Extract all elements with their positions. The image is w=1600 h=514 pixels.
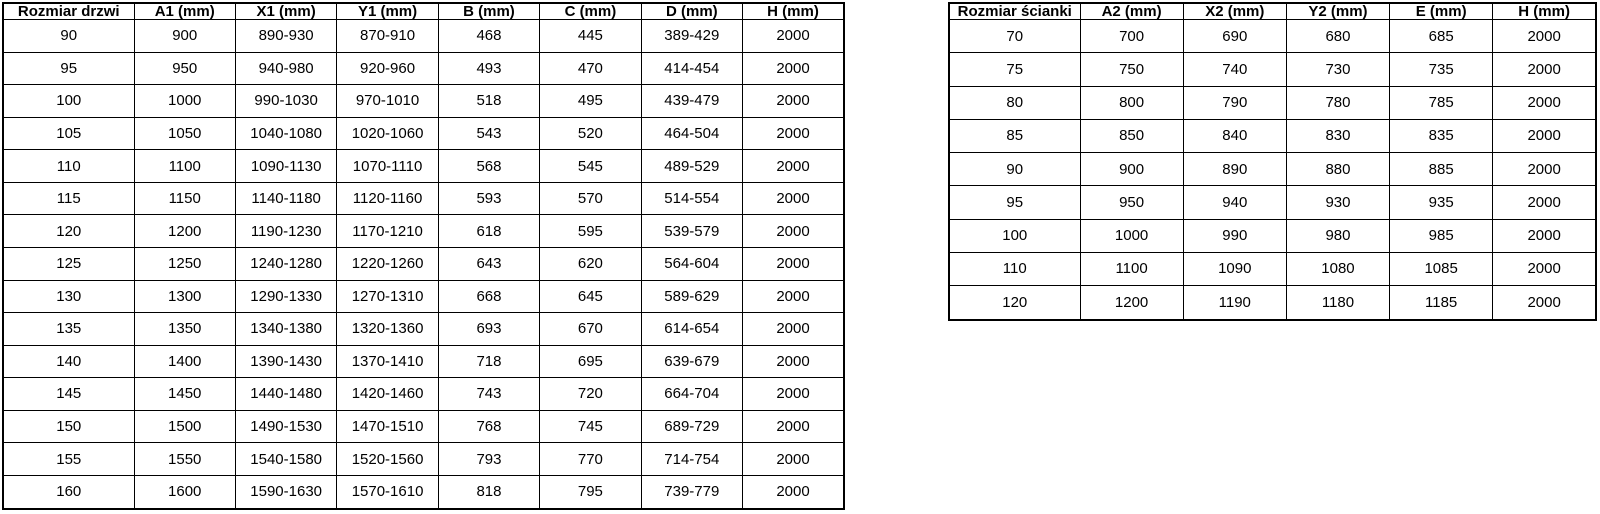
table-row [3, 150, 844, 183]
table-cell: 1340-1380 [235, 313, 336, 346]
table-cell: 2000 [743, 475, 844, 509]
table-cell: 730 [1286, 53, 1389, 86]
table-cell: 105 [3, 117, 134, 150]
table-cell: 493 [438, 52, 539, 85]
table-row [3, 345, 844, 378]
table-cell: 1090 [1183, 252, 1286, 285]
table-cell: 90 [3, 20, 134, 53]
table-cell: 690 [1183, 20, 1286, 53]
table-cell: 750 [1080, 53, 1183, 86]
table-cell: 1120-1160 [337, 182, 438, 215]
table-cell: 614-654 [641, 313, 742, 346]
table-cell: 90 [949, 153, 1080, 186]
table-row [3, 20, 844, 53]
table-cell: 695 [540, 345, 641, 378]
table-cell: 1000 [134, 85, 235, 118]
table-row [949, 286, 1596, 320]
table-row [3, 313, 844, 346]
table-cell: 1000 [1080, 219, 1183, 252]
column-header: H (mm) [1493, 3, 1596, 20]
table-cell: 464-504 [641, 117, 742, 150]
table-cell: 1290-1330 [235, 280, 336, 313]
table-cell: 2000 [743, 410, 844, 443]
table-cell: 1570-1610 [337, 475, 438, 509]
table-cell: 940 [1183, 186, 1286, 219]
table-cell: 1190 [1183, 286, 1286, 320]
table-cell: 680 [1286, 20, 1389, 53]
table-cell: 818 [438, 475, 539, 509]
table-cell: 793 [438, 443, 539, 476]
table-cell: 735 [1390, 53, 1493, 86]
table-cell: 120 [949, 286, 1080, 320]
table-cell: 95 [949, 186, 1080, 219]
table-cell: 110 [949, 252, 1080, 285]
table-cell: 950 [1080, 186, 1183, 219]
table-cell: 980 [1286, 219, 1389, 252]
table-cell: 800 [1080, 86, 1183, 119]
table-cell: 670 [540, 313, 641, 346]
table-cell: 130 [3, 280, 134, 313]
table-cell: 880 [1286, 153, 1389, 186]
table-cell: 95 [3, 52, 134, 85]
table-cell: 1550 [134, 443, 235, 476]
table-cell: 1300 [134, 280, 235, 313]
table-cell: 1070-1110 [337, 150, 438, 183]
column-header: Y1 (mm) [337, 3, 438, 20]
table-cell: 970-1010 [337, 85, 438, 118]
table-cell: 2000 [743, 117, 844, 150]
table-row [949, 20, 1596, 53]
table-cell: 1520-1560 [337, 443, 438, 476]
table-cell: 850 [1080, 119, 1183, 152]
table-cell: 518 [438, 85, 539, 118]
table-cell: 1250 [134, 247, 235, 280]
table-cell: 1270-1310 [337, 280, 438, 313]
table-cell: 835 [1390, 119, 1493, 152]
table-cell: 160 [3, 475, 134, 509]
table-cell: 1200 [134, 215, 235, 248]
table-cell: 935 [1390, 186, 1493, 219]
table-cell: 1050 [134, 117, 235, 150]
table-cell: 900 [134, 20, 235, 53]
table-cell: 125 [3, 247, 134, 280]
table-cell: 790 [1183, 86, 1286, 119]
table-cell: 1170-1210 [337, 215, 438, 248]
table-row [949, 219, 1596, 252]
column-header: Y2 (mm) [1286, 3, 1389, 20]
table-cell: 568 [438, 150, 539, 183]
table-cell: 1320-1360 [337, 313, 438, 346]
column-header: D (mm) [641, 3, 742, 20]
table-cell: 1190-1230 [235, 215, 336, 248]
table-cell: 2000 [743, 247, 844, 280]
table-cell: 1450 [134, 378, 235, 411]
table-cell: 1390-1430 [235, 345, 336, 378]
table-cell: 1185 [1390, 286, 1493, 320]
column-header: X2 (mm) [1183, 3, 1286, 20]
table-cell: 639-679 [641, 345, 742, 378]
table-cell: 740 [1183, 53, 1286, 86]
table-cell: 693 [438, 313, 539, 346]
table-cell: 514-554 [641, 182, 742, 215]
table-cell: 1090-1130 [235, 150, 336, 183]
table-cell: 2000 [1493, 252, 1596, 285]
table-row [3, 410, 844, 443]
table-row [949, 153, 1596, 186]
table-cell: 439-479 [641, 85, 742, 118]
table-cell: 1240-1280 [235, 247, 336, 280]
table-cell: 1100 [1080, 252, 1183, 285]
table-cell: 745 [540, 410, 641, 443]
header-row [949, 3, 1596, 20]
table-cell: 870-910 [337, 20, 438, 53]
table-row [3, 247, 844, 280]
table-cell: 135 [3, 313, 134, 346]
column-header: H (mm) [743, 3, 844, 20]
table-row [949, 186, 1596, 219]
table-row [3, 52, 844, 85]
table-cell: 2000 [1493, 153, 1596, 186]
table-cell: 689-729 [641, 410, 742, 443]
column-header: Rozmiar drzwi [3, 3, 134, 20]
table-cell: 570 [540, 182, 641, 215]
table-row [949, 119, 1596, 152]
table-cell: 414-454 [641, 52, 742, 85]
table-cell: 785 [1390, 86, 1493, 119]
table-cell: 520 [540, 117, 641, 150]
table-cell: 1140-1180 [235, 182, 336, 215]
table-cell: 1490-1530 [235, 410, 336, 443]
table-cell: 2000 [743, 345, 844, 378]
table-cell: 545 [540, 150, 641, 183]
table-cell: 470 [540, 52, 641, 85]
table-cell: 70 [949, 20, 1080, 53]
column-header: A2 (mm) [1080, 3, 1183, 20]
table-cell: 768 [438, 410, 539, 443]
table-cell: 770 [540, 443, 641, 476]
table-cell: 1220-1260 [337, 247, 438, 280]
table-row [3, 443, 844, 476]
table-cell: 2000 [743, 313, 844, 346]
door-sizes-table [2, 2, 845, 510]
table-cell: 1085 [1390, 252, 1493, 285]
table-cell: 645 [540, 280, 641, 313]
table-cell: 1200 [1080, 286, 1183, 320]
table-cell: 1370-1410 [337, 345, 438, 378]
table-cell: 155 [3, 443, 134, 476]
table-cell: 1470-1510 [337, 410, 438, 443]
table-cell: 620 [540, 247, 641, 280]
wall-sizes-table [948, 2, 1597, 321]
table-cell: 890 [1183, 153, 1286, 186]
table-cell: 1540-1580 [235, 443, 336, 476]
table-cell: 1590-1630 [235, 475, 336, 509]
table-cell: 668 [438, 280, 539, 313]
column-header: Rozmiar ścianki [949, 3, 1080, 20]
table-cell: 2000 [743, 150, 844, 183]
table-cell: 2000 [743, 378, 844, 411]
table-cell: 990 [1183, 219, 1286, 252]
table-cell: 2000 [743, 443, 844, 476]
table-cell: 445 [540, 20, 641, 53]
table-cell: 618 [438, 215, 539, 248]
table-cell: 685 [1390, 20, 1493, 53]
table-cell: 2000 [743, 280, 844, 313]
table-cell: 2000 [743, 215, 844, 248]
table-cell: 1400 [134, 345, 235, 378]
table-cell: 920-960 [337, 52, 438, 85]
table-cell: 110 [3, 150, 134, 183]
table-cell: 795 [540, 475, 641, 509]
table-cell: 2000 [1493, 286, 1596, 320]
table-cell: 2000 [1493, 86, 1596, 119]
table-cell: 2000 [743, 52, 844, 85]
table-cell: 950 [134, 52, 235, 85]
table-cell: 714-754 [641, 443, 742, 476]
column-header: A1 (mm) [134, 3, 235, 20]
column-header: E (mm) [1390, 3, 1493, 20]
table-cell: 1350 [134, 313, 235, 346]
table-row [3, 215, 844, 248]
table-cell: 100 [3, 85, 134, 118]
table-cell: 720 [540, 378, 641, 411]
header-row [3, 3, 844, 20]
table-cell: 115 [3, 182, 134, 215]
table-cell: 840 [1183, 119, 1286, 152]
table-cell: 145 [3, 378, 134, 411]
table-row [949, 252, 1596, 285]
table-cell: 2000 [743, 20, 844, 53]
table-cell: 1150 [134, 182, 235, 215]
table-row [3, 117, 844, 150]
table-cell: 2000 [1493, 119, 1596, 152]
table-cell: 900 [1080, 153, 1183, 186]
table-cell: 1440-1480 [235, 378, 336, 411]
table-cell: 1080 [1286, 252, 1389, 285]
table-cell: 885 [1390, 153, 1493, 186]
table-cell: 2000 [743, 85, 844, 118]
table-cell: 150 [3, 410, 134, 443]
table-cell: 1180 [1286, 286, 1389, 320]
column-header: X1 (mm) [235, 3, 336, 20]
table-row [949, 86, 1596, 119]
table-row [3, 85, 844, 118]
table-row [3, 182, 844, 215]
table-cell: 780 [1286, 86, 1389, 119]
table-cell: 1420-1460 [337, 378, 438, 411]
table-cell: 990-1030 [235, 85, 336, 118]
table-cell: 2000 [743, 182, 844, 215]
table-cell: 1500 [134, 410, 235, 443]
table-row [3, 475, 844, 509]
table-cell: 2000 [1493, 219, 1596, 252]
table-cell: 930 [1286, 186, 1389, 219]
table-cell: 830 [1286, 119, 1389, 152]
table-cell: 489-529 [641, 150, 742, 183]
table-cell: 743 [438, 378, 539, 411]
table-cell: 539-579 [641, 215, 742, 248]
table-cell: 1020-1060 [337, 117, 438, 150]
table-cell: 468 [438, 20, 539, 53]
table-cell: 718 [438, 345, 539, 378]
table-cell: 495 [540, 85, 641, 118]
column-header: B (mm) [438, 3, 539, 20]
table-cell: 595 [540, 215, 641, 248]
table-cell: 593 [438, 182, 539, 215]
table-cell: 75 [949, 53, 1080, 86]
table-cell: 1040-1080 [235, 117, 336, 150]
table-cell: 2000 [1493, 53, 1596, 86]
table-row [3, 280, 844, 313]
table-cell: 120 [3, 215, 134, 248]
column-header: C (mm) [540, 3, 641, 20]
table-cell: 389-429 [641, 20, 742, 53]
table-cell: 643 [438, 247, 539, 280]
table-cell: 80 [949, 86, 1080, 119]
table-row [3, 378, 844, 411]
table-cell: 739-779 [641, 475, 742, 509]
table-cell: 2000 [1493, 186, 1596, 219]
table-cell: 2000 [1493, 20, 1596, 53]
table-row [949, 53, 1596, 86]
table-cell: 85 [949, 119, 1080, 152]
table-cell: 985 [1390, 219, 1493, 252]
table-cell: 564-604 [641, 247, 742, 280]
table-cell: 543 [438, 117, 539, 150]
table-cell: 100 [949, 219, 1080, 252]
table-cell: 589-629 [641, 280, 742, 313]
table-cell: 1600 [134, 475, 235, 509]
table-cell: 140 [3, 345, 134, 378]
table-cell: 940-980 [235, 52, 336, 85]
table-cell: 1100 [134, 150, 235, 183]
table-cell: 664-704 [641, 378, 742, 411]
table-cell: 700 [1080, 20, 1183, 53]
table-cell: 890-930 [235, 20, 336, 53]
